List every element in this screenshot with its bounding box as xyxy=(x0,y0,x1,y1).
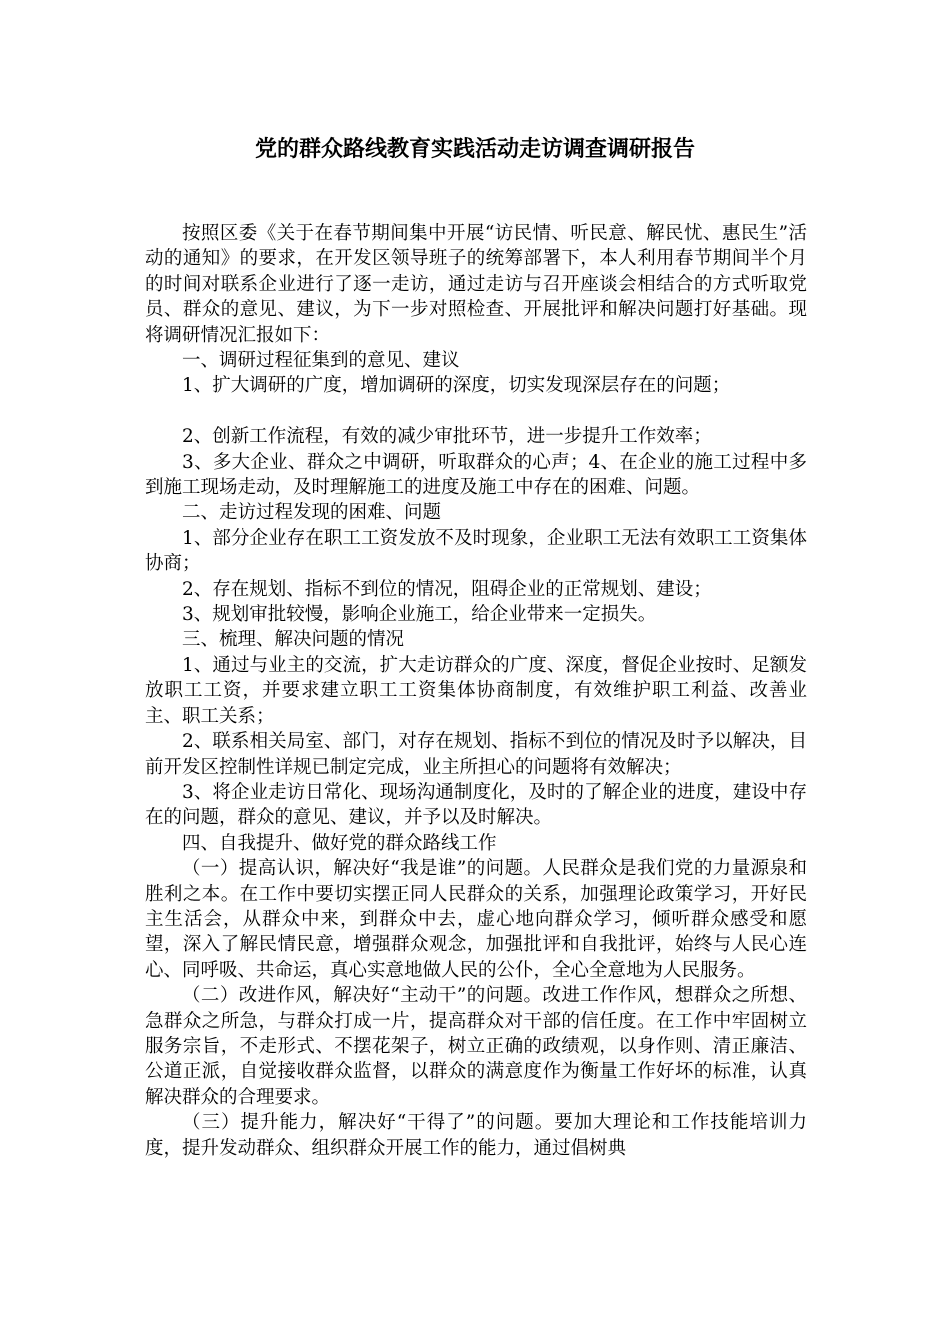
body-paragraph: （三）提升能力，解决好“干得了”的问题。要加大理论和工作技能培训力度，提升发动群众、组织群众开展工作的能力，通过倡树典 xyxy=(145,1112,807,1159)
list-item: 3、多大企业、群众之中调研，听取群众的心声；4、在企业的施工过程中多到施工现场走动，及时理解施工的进度及施工中存在的困难、问题。 xyxy=(145,451,807,499)
body-paragraph: （二）改进作风，解决好“主动干”的问题。改进工作作风，想群众之所想、急群众之所急，与群众打成一片，提高群众对干部的信任度。在工作中牢固树立服务宗旨，不走形式、不摆花架子，树立正确的政绩观，以身作则、清正廉洁、公道正派，自觉接收群众监督，以群众的满意度作为衡量工作好坏的标准，认真解决群众的合理要求。 xyxy=(145,985,807,1108)
body-paragraph: （一）提高认识，解决好“我是谁”的问题。人民群众是我们党的力量源泉和胜利之本。在工作中要切实摆正同人民群众的关系，加强理论政策学习，开好民主生活会，从群众中来，到群众中去，虚心地向群众学习，倾听群众感受和愿望，深入了解民情民意，增强群众观念，加强批评和自我批评，始终与人民心连心、同呼吸、共命运，真心实意地做人民的公仆，全心全意地为人民服务。 xyxy=(145,858,807,981)
list-item: 1、通过与业主的交流，扩大走访群众的广度、深度，督促企业按时、足额发放职工工资，并要求建立职工工资集体协商制度，有效维护职工利益、改善业主、职工关系； xyxy=(145,654,807,727)
document-body xyxy=(145,221,807,1161)
section-heading-2: 二、走访过程发现的困难、问题 xyxy=(182,502,442,524)
list-item: 1、部分企业存在职工工资发放不及时现象，企业职工无法有效职工工资集体协商； xyxy=(145,527,807,575)
list-item: 2、存在规划、指标不到位的情况，阻碍企业的正常规划、建设； xyxy=(182,578,712,600)
list-item: 2、联系相关局室、部门，对存在规划、指标不到位的情况及时予以解决，目前开发区控制性详规已制定完成，业主所担心的问题将有效解决； xyxy=(145,731,807,778)
document-title: 党的群众路线教育实践活动走访调查调研报告 xyxy=(254,137,695,162)
list-item: 2、创新工作流程，有效的减少审批环节，进一步提升工作效率； xyxy=(182,426,712,448)
section-heading-4: 四、自我提升、做好党的群众路线工作 xyxy=(182,832,497,854)
section-heading-3: 三、梳理、解决问题的情况 xyxy=(182,629,405,651)
list-item: 3、规划审批较慢，影响企业施工，给企业带来一定损失。 xyxy=(182,604,657,626)
intro-paragraph: 按照区委《关于在春节期间集中开展“访民情、听民意、解民忧、惠民生”活动的通知》的要求，在开发区领导班子的统筹部署下，本人利用春节期间半个月的时间对联系企业进行了逐一走访，通过走访与召开座谈会相结合的方式听取党员、群众的意见、建议，为下一步对照检查、开展批评和解决问题打好基础。现将调研情况汇报如下： xyxy=(145,223,807,346)
list-item: 1、扩大调研的广度，增加调研的深度，切实发现深层存在的问题； xyxy=(182,375,731,397)
section-heading-1: 一、调研过程征集到的意见、建议 xyxy=(182,350,460,372)
list-item: 3、将企业走访日常化、现场沟通制度化，及时的了解企业的进度，建设中存在的问题，群众的意见、建议，并予以及时解决。 xyxy=(145,781,807,829)
